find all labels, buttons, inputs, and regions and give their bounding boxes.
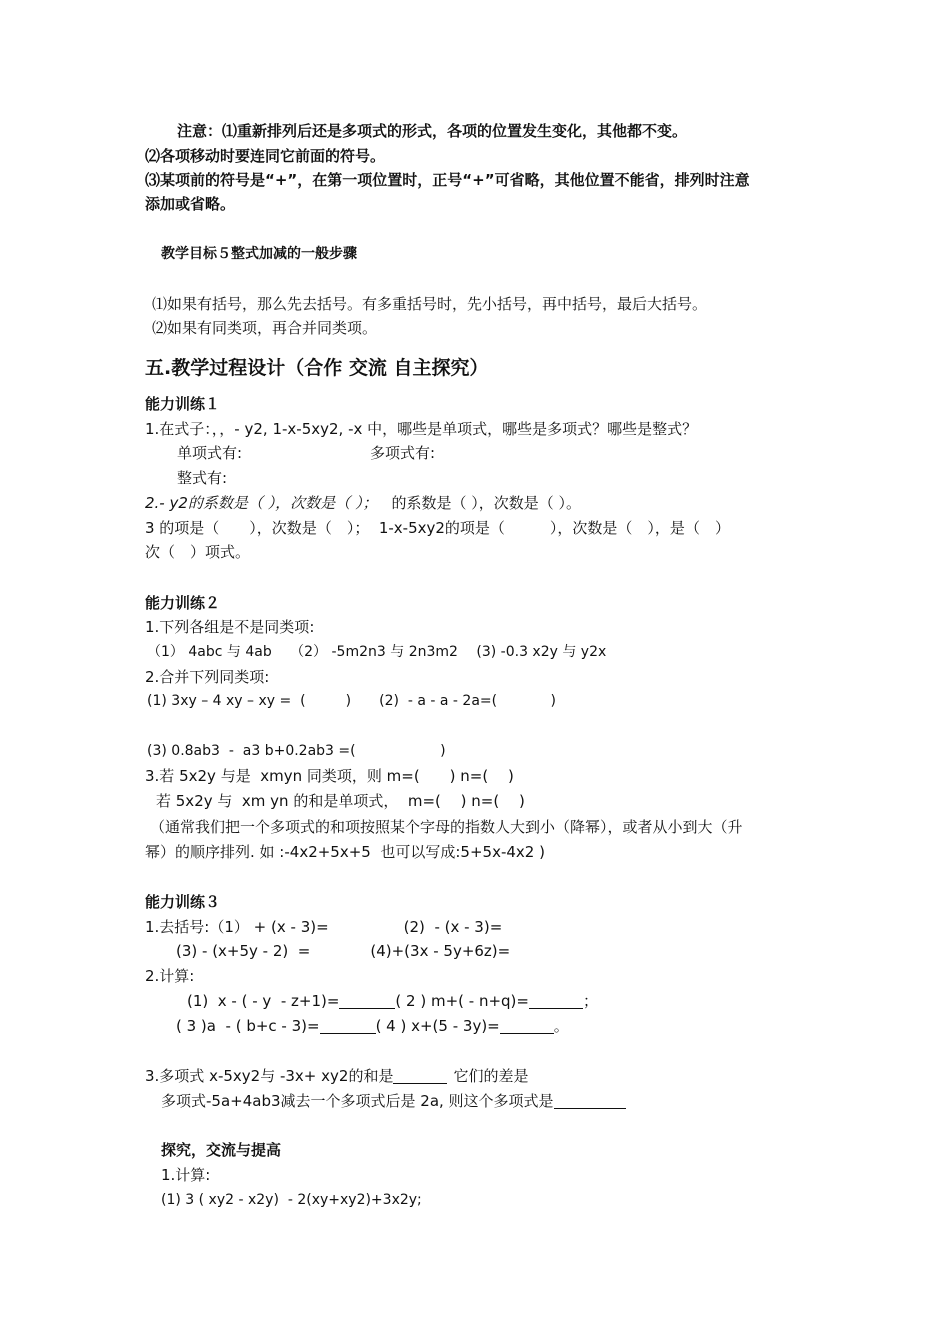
drill3-q2a-end: ； (582, 992, 598, 1010)
drill3-q2-row-2 (176, 1016, 569, 1036)
drill3-title: 能力训练３ (145, 893, 221, 911)
drill3-q3b (161, 1091, 626, 1111)
drill2-q1-items: （1） 4abc 与 4ab （2） -5m2n3 与 2n3m2 (3) -0.3 x2y 与 y2x (147, 644, 607, 660)
drill3-q2: 2.计算: (145, 967, 195, 985)
drill3-q2b-part-1: ( 3 )a - ( b+c - 3)= (176, 1017, 320, 1035)
drill3-q3-part-1: 3.多项式 x-5xy2与 -3x+ xy2的和是 (145, 1067, 394, 1085)
drill3-q2a-part-1: (1) x - ( - y - z+1)= (187, 992, 340, 1010)
explore-title: 探究，交流与提高 (161, 1141, 282, 1159)
drill2-q2: 2.合并下列同类项: (145, 668, 270, 686)
section-5-heading: 五.教学过程设计（合作 交流 自主探究） (145, 357, 489, 379)
drill1-q1: 1.在式子：，，- y2, 1-x-5xy2, -x 中，哪些是单项式，哪些是多项式？哪些是整式？ (145, 420, 698, 438)
answer-blank[interactable] (393, 1068, 447, 1084)
drill2-q2-items: (1) 3xy – 4 xy – xy = ( ) (2) - a - a - 2a=( ) (147, 693, 556, 709)
answer-blank[interactable] (339, 993, 395, 1009)
goal5-title: 教学目标５整式加减的一般步骤 (161, 246, 357, 262)
drill3-q2b-end: 。 (553, 1017, 569, 1035)
drill1-q1-monomials: 单项式有: (177, 444, 243, 462)
answer-blank[interactable] (500, 1018, 554, 1034)
drill3-q1: 1.去括号:（1） + (x - 3)= (2) - (x - 3)= (145, 918, 503, 936)
goal5-step-2: ⑵如果有同类项，再合并同类项。 (152, 319, 378, 337)
explore-q1a: (1) 3 ( xy2 - x2y) - 2(xy+xy2)+3x2y; (161, 1192, 422, 1208)
drill1-q1-integral: 整式有: (177, 469, 228, 487)
drill2-title: 能力训练２ (145, 594, 221, 612)
answer-blank[interactable] (529, 993, 583, 1009)
drill1-q2-italic: 2.- y2的系数是（ ），次数是（ ）； (145, 494, 378, 512)
note-line-2: ⑵各项移动时要连同它前面的符号。 (145, 147, 386, 165)
drill3-q2-row-1 (187, 991, 598, 1011)
drill1-q3-cont: 次（ ）项式。 (145, 543, 251, 561)
drill3-q1b: (3) - (x+5y - 2) = (4)+(3x - 5y+6z)= (176, 942, 511, 960)
answer-blank[interactable] (554, 1093, 626, 1109)
drill1-q3: 3 的项是（ ），次数是（ ）； 1-x-5xy2的项是（ ），次数是（ ），是（ ） (145, 519, 730, 537)
drill3-q3-part-2: 它们的差是 (453, 1067, 529, 1085)
drill3-q2b-part-2: ( 4 ) x+(5 - 3y)= (375, 1017, 500, 1035)
note-line-1: 注意：⑴重新排列后还是多项式的形式，各项的位置发生变化，其他都不变。 (177, 122, 688, 140)
drill2-q3b: 若 5x2y 与 xm yn 的和是单项式， m=( ) n=( ) (156, 792, 525, 810)
goal5-step-1: ⑴如果有括号，那么先去括号。有多重括号时，先小括号，再中括号，最后大括号。 (152, 295, 708, 313)
drill1-q2-rest: 的系数是（ ），次数是（ ）。 (391, 494, 581, 512)
drill2-q1: 1.下列各组是不是同类项: (145, 618, 315, 636)
drill1-q1-polynomials: 多项式有: (370, 444, 436, 462)
drill3-q3 (145, 1066, 528, 1086)
answer-blank[interactable] (320, 1018, 376, 1034)
drill1-q2 (145, 493, 581, 513)
drill1-title: 能力训练１ (145, 395, 221, 413)
drill3-q3b-text: 多项式-5a+4ab3减去一个多项式后是 2a, 则这个多项式是 (161, 1092, 554, 1110)
note-line-3: ⑶某项前的符号是“+”，在第一项位置时，正号“+”可省略，其他位置不能省，排列时注意 (145, 171, 750, 189)
drill2-q2-item-3: (3) 0.8ab3 - a3 b+0.2ab3 =( ) (147, 743, 446, 759)
drill3-q2a-part-2: ( 2 ) m+( - n+q)= (395, 992, 529, 1010)
note-line-4: 添加或省略。 (145, 195, 236, 213)
drill2-note-2: 幂）的顺序排列. 如 :-4x2+5x+5 也可以写成:5+5x-4x2 ) (145, 843, 545, 861)
explore-q1: 1.计算: (161, 1166, 211, 1184)
drill2-note-1: （通常我们把一个多项式的和项按照某个字母的指数人大到小（降幂），或者从小到大（升 (150, 818, 743, 836)
drill2-q3: 3.若 5x2y 与是 xmyn 同类项，则 m=( ) n=( ) (145, 767, 514, 785)
